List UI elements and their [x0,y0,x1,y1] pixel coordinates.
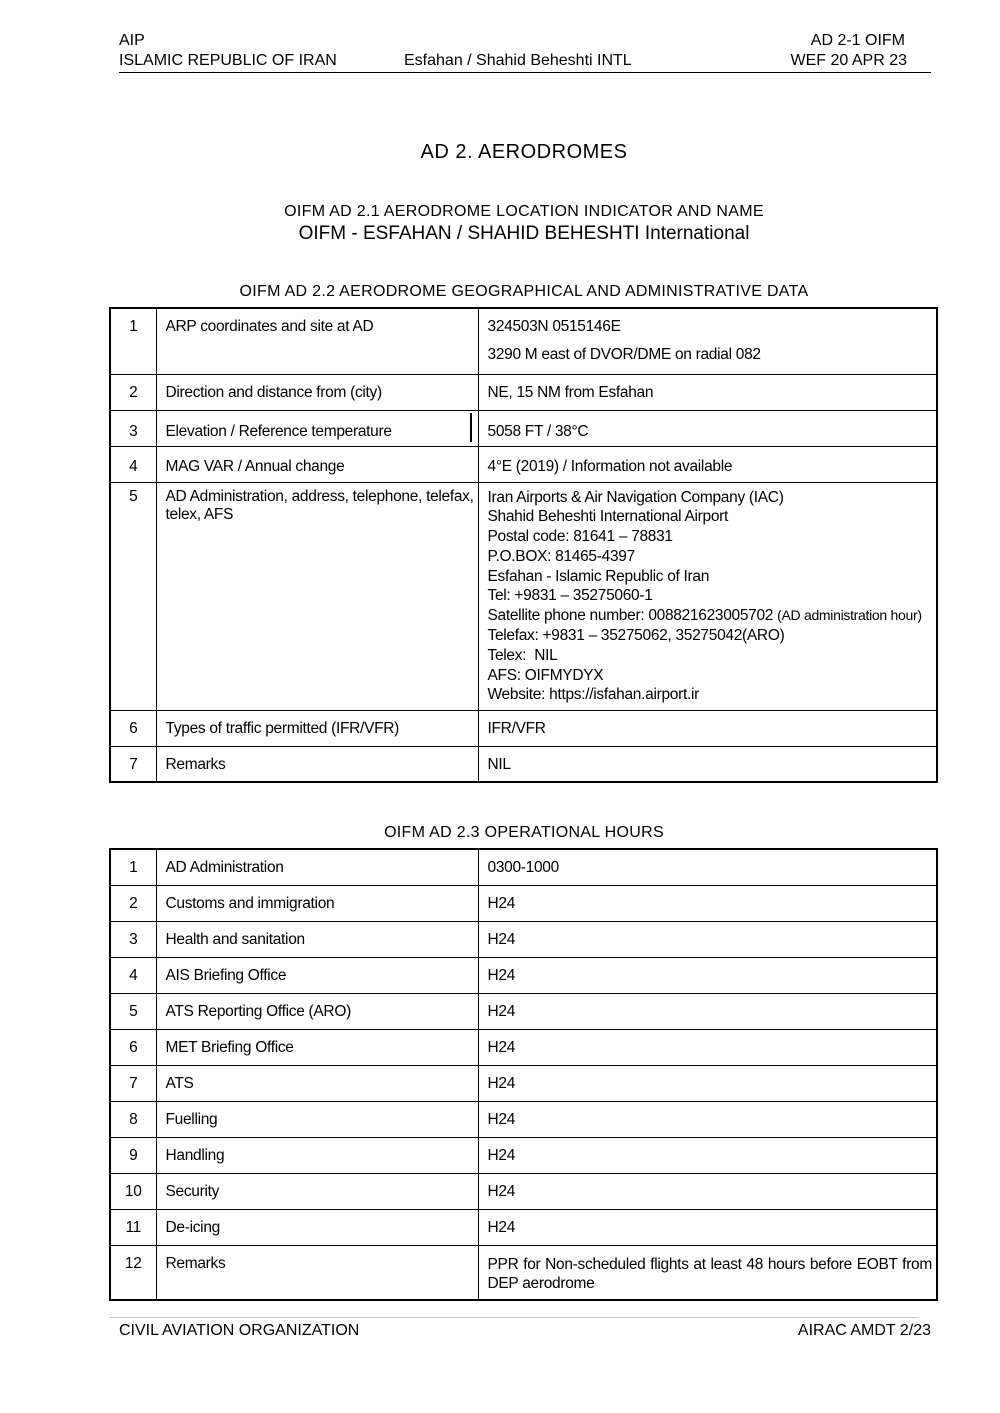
satellite-note: (AD administration hour) [777,607,922,624]
admin-telefax: Telefax: +9831 – 35275062, 35275042(ARO) [487,627,785,645]
admin-telephone: Tel: +9831 – 35275060-1 [487,587,653,605]
geo-admin-data-table [109,307,938,783]
table-row [110,308,937,374]
arp-site: 3290 M east of DVOR/DME on radial 082 [487,346,761,363]
row-number: 1 [110,308,156,374]
table-row [110,1209,937,1245]
table-row [110,482,937,710]
section-2-3-heading: OIFM AD 2.3 OPERATIONAL HOURS [384,824,664,841]
row-label: Remarks [156,746,478,782]
table-row [110,410,937,446]
row-label: MET Briefing Office [156,1029,478,1065]
table-row [110,710,937,746]
admin-website: Website: https://isfahan.airport.ir [487,686,699,704]
row-number: 1 [110,849,156,885]
footer-divider [109,1317,918,1318]
admin-company: Iran Airports & Air Navigation Company (IAC) [487,488,784,506]
row-number: 5 [110,482,156,710]
row-value: H24 [478,1173,937,1209]
table-row [110,374,937,410]
row-number: 8 [110,1101,156,1137]
admin-postal-code: Postal code: 81641 – 78831 [487,528,673,546]
row-value [478,308,937,374]
row-label: Remarks [156,1245,478,1300]
row-value: 0300-1000 [478,849,937,885]
admin-airport: Shahid Beheshti International Airport [487,508,729,526]
header-aerodrome: Esfahan / Shahid Beheshti INTL [404,52,632,69]
footer-amendment: AIRAC AMDT 2/23 [797,1322,931,1339]
row-number: 2 [110,885,156,921]
row-label: Direction and distance from (city) [156,374,478,410]
section-2-2-heading: OIFM AD 2.2 AERODROME GEOGRAPHICAL AND ADMINISTRATIVE DATA [239,283,809,300]
table-row [110,1245,937,1300]
change-bar [470,413,472,442]
table-row [110,921,937,957]
table-row [110,1173,937,1209]
page-title: AD 2. AERODROMES [420,141,628,163]
header-effective-date: WEF 20 APR 23 [790,52,907,69]
row-number: 4 [110,957,156,993]
row-number: 7 [110,1065,156,1101]
row-label: AD Administration [156,849,478,885]
row-label: ATS [156,1065,478,1101]
row-value: H24 [478,1209,937,1245]
satellite-number: Satellite phone number: 008821623005702 [487,607,774,625]
table-row [110,446,937,482]
row-value: H24 [478,993,937,1029]
header-page-id: AD 2-1 OIFM [810,32,905,49]
row-number: 3 [110,410,156,446]
row-number: 10 [110,1173,156,1209]
page-header [119,32,931,73]
admin-po-box: P.O.BOX: 81465-4397 [487,547,635,565]
row-label: De-icing [156,1209,478,1245]
table-row [110,1137,937,1173]
table-row [110,993,937,1029]
row-label: Elevation / Reference temperature [156,410,478,446]
header-aip: AIP [119,32,145,49]
row-number: 7 [110,746,156,782]
row-label: Health and sanitation [156,921,478,957]
row-number: 12 [110,1245,156,1300]
row-value [478,482,937,710]
row-label: AD Administration, address, telephone, telefax, telex, AFS [156,482,478,710]
row-number: 9 [110,1137,156,1173]
row-number: 4 [110,446,156,482]
operational-hours-table [109,848,938,1301]
aerodrome-name: OIFM - ESFAHAN / SHAHID BEHESHTI International [298,223,750,244]
table-row [110,885,937,921]
row-value: H24 [478,1137,937,1173]
row-value: H24 [478,1029,937,1065]
row-value: H24 [478,921,937,957]
row-label: Types of traffic permitted (IFR/VFR) [156,710,478,746]
table-row [110,1029,937,1065]
admin-telex: Telex: NIL [487,646,558,664]
row-number: 6 [110,710,156,746]
admin-city: Esfahan - Islamic Republic of Iran [487,567,710,585]
table-row [110,957,937,993]
row-value: H24 [478,1065,937,1101]
row-label: AIS Briefing Office [156,957,478,993]
row-number: 6 [110,1029,156,1065]
row-label: Fuelling [156,1101,478,1137]
row-number: 3 [110,921,156,957]
row-value: H24 [478,885,937,921]
footer-organization: CIVIL AVIATION ORGANIZATION [119,1322,360,1339]
row-number: 5 [110,993,156,1029]
row-label: ATS Reporting Office (ARO) [156,993,478,1029]
row-number: 11 [110,1209,156,1245]
section-2-1-heading: OIFM AD 2.1 AERODROME LOCATION INDICATOR AND NAME [284,203,764,220]
row-value: H24 [478,957,937,993]
admin-afs: AFS: OIFMYDYX [487,666,604,684]
row-label: MAG VAR / Annual change [156,446,478,482]
row-value: 5058 FT / 38°C [478,410,937,446]
row-label: Handling [156,1137,478,1173]
table-row [110,1065,937,1101]
row-value: NE, 15 NM from Esfahan [478,374,937,410]
row-label: Customs and immigration [156,885,478,921]
row-value: IFR/VFR [478,710,937,746]
row-value: H24 [478,1101,937,1137]
row-value: PPR for Non-scheduled flights at least 48 hours before EOBT from DEP aerodrome [478,1245,937,1300]
table-row [110,746,937,782]
table-row [110,1101,937,1137]
table-row [110,849,937,885]
row-label: ARP coordinates and site at AD [156,308,478,374]
row-value: NIL [478,746,937,782]
row-number: 2 [110,374,156,410]
arp-coordinates: 324503N 0515146E [487,318,621,335]
admin-satellite-phone [488,606,933,626]
row-label: Security [156,1173,478,1209]
row-value: 4°E (2019) / Information not available [478,446,937,482]
header-country: ISLAMIC REPUBLIC OF IRAN [119,52,337,69]
